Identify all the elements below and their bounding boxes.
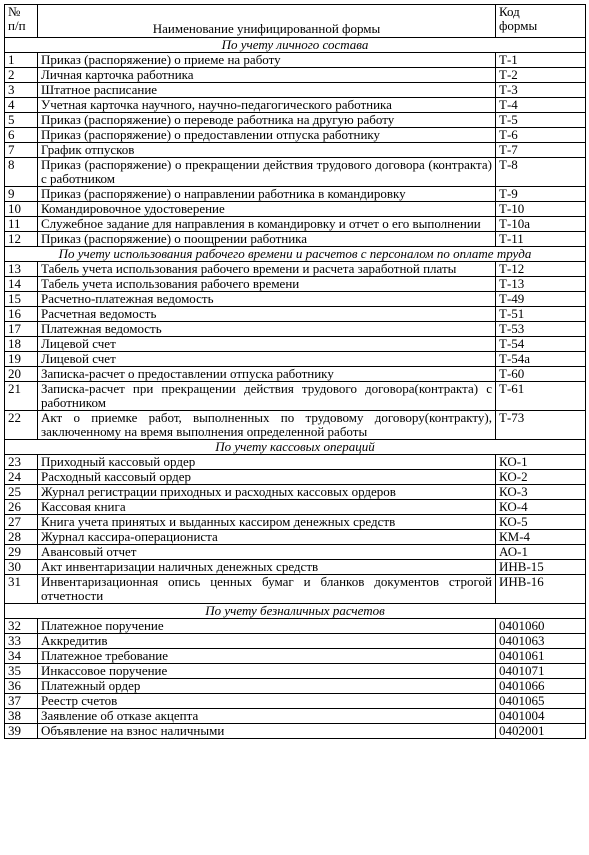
form-code: КО-2 xyxy=(496,470,586,485)
row-number: 13 xyxy=(5,262,38,277)
form-code: Т-4 xyxy=(496,98,586,113)
row-number: 10 xyxy=(5,202,38,217)
header-form-name: Наименование унифицированной формы xyxy=(38,5,496,38)
section-title: По учету безналичных расчетов xyxy=(5,604,586,619)
form-code: ИНВ-15 xyxy=(496,560,586,575)
form-code: Т-49 xyxy=(496,292,586,307)
row-number: 12 xyxy=(5,232,38,247)
row-number: 18 xyxy=(5,337,38,352)
form-code: Т-3 xyxy=(496,83,586,98)
table-body xyxy=(5,38,586,739)
form-name: Платежный ордер xyxy=(38,679,496,694)
form-code: Т-5 xyxy=(496,113,586,128)
table-row xyxy=(5,470,586,485)
form-code: 0401065 xyxy=(496,694,586,709)
form-name: Записка-расчет при прекращении действия трудового договора(контракта) с работником xyxy=(38,382,496,411)
row-number: 5 xyxy=(5,113,38,128)
row-number: 32 xyxy=(5,619,38,634)
table-row xyxy=(5,515,586,530)
header-code-line1: Код xyxy=(499,4,520,19)
row-number: 37 xyxy=(5,694,38,709)
table-row xyxy=(5,322,586,337)
form-name: Приказ (распоряжение) о приеме на работу xyxy=(38,53,496,68)
header-number-line2: п/п xyxy=(8,18,26,33)
row-number: 2 xyxy=(5,68,38,83)
table-row xyxy=(5,187,586,202)
form-code: Т-54 xyxy=(496,337,586,352)
form-code: 0401063 xyxy=(496,634,586,649)
table-row xyxy=(5,530,586,545)
table-row xyxy=(5,128,586,143)
form-code: 0401004 xyxy=(496,709,586,724)
section-title: По учету личного состава xyxy=(5,38,586,53)
table-row xyxy=(5,232,586,247)
table-row xyxy=(5,411,586,440)
row-number: 34 xyxy=(5,649,38,664)
row-number: 3 xyxy=(5,83,38,98)
table-row xyxy=(5,113,586,128)
row-number: 6 xyxy=(5,128,38,143)
row-number: 14 xyxy=(5,277,38,292)
form-name: Платежное поручение xyxy=(38,619,496,634)
form-name: Приказ (распоряжение) о поощрении работника xyxy=(38,232,496,247)
form-code: Т-61 xyxy=(496,382,586,411)
form-code: Т-12 xyxy=(496,262,586,277)
row-number: 26 xyxy=(5,500,38,515)
form-name: Кассовая книга xyxy=(38,500,496,515)
form-code: 0401061 xyxy=(496,649,586,664)
table-row xyxy=(5,679,586,694)
row-number: 20 xyxy=(5,367,38,382)
form-code: Т-54а xyxy=(496,352,586,367)
form-code: Т-2 xyxy=(496,68,586,83)
form-code: КО-5 xyxy=(496,515,586,530)
form-name: Приказ (распоряжение) о направлении работника в командировку xyxy=(38,187,496,202)
form-name: Реестр счетов xyxy=(38,694,496,709)
form-name: Расчетно-платежная ведомость xyxy=(38,292,496,307)
form-code: КО-1 xyxy=(496,455,586,470)
row-number: 19 xyxy=(5,352,38,367)
form-code: ИНВ-16 xyxy=(496,575,586,604)
table-row xyxy=(5,292,586,307)
section-row xyxy=(5,440,586,455)
row-number: 39 xyxy=(5,724,38,739)
form-code: Т-51 xyxy=(496,307,586,322)
form-name: Расчетная ведомость xyxy=(38,307,496,322)
form-name: Авансовый отчет xyxy=(38,545,496,560)
form-name: Акт о приемке работ, выполненных по трудовому договору(контракту), заключенному на время выполнения определенной работы xyxy=(38,411,496,440)
table-row xyxy=(5,307,586,322)
row-number: 27 xyxy=(5,515,38,530)
row-number: 15 xyxy=(5,292,38,307)
table-row xyxy=(5,262,586,277)
header-code-line2: формы xyxy=(499,18,538,33)
section-row xyxy=(5,247,586,262)
section-title: По учету использования рабочего времени и расчетов с персоналом по оплате труда xyxy=(5,247,586,262)
row-number: 33 xyxy=(5,634,38,649)
table-row xyxy=(5,724,586,739)
form-name: Записка-расчет о предоставлении отпуска работнику xyxy=(38,367,496,382)
section-row xyxy=(5,38,586,53)
row-number: 21 xyxy=(5,382,38,411)
table-row xyxy=(5,382,586,411)
form-name: Книга учета принятых и выданных кассиром денежных средств xyxy=(38,515,496,530)
form-code: АО-1 xyxy=(496,545,586,560)
table-row xyxy=(5,575,586,604)
form-name: Инвентаризационная опись ценных бумаг и бланков документов строгой отчетности xyxy=(38,575,496,604)
row-number: 22 xyxy=(5,411,38,440)
row-number: 17 xyxy=(5,322,38,337)
section-title: По учету кассовых операций xyxy=(5,440,586,455)
form-name: Приказ (распоряжение) о прекращении действия трудового договора (контракта) с работником xyxy=(38,158,496,187)
form-code: КО-3 xyxy=(496,485,586,500)
table-row xyxy=(5,619,586,634)
table-row xyxy=(5,500,586,515)
table-row xyxy=(5,560,586,575)
form-name: Личная карточка работника xyxy=(38,68,496,83)
form-name: Лицевой счет xyxy=(38,337,496,352)
row-number: 1 xyxy=(5,53,38,68)
row-number: 28 xyxy=(5,530,38,545)
forms-document xyxy=(4,4,586,739)
form-name: Приказ (распоряжение) о предоставлении отпуска работнику xyxy=(38,128,496,143)
table-row xyxy=(5,68,586,83)
row-number: 36 xyxy=(5,679,38,694)
row-number: 8 xyxy=(5,158,38,187)
table-row xyxy=(5,337,586,352)
form-code: Т-11 xyxy=(496,232,586,247)
form-code: Т-10 xyxy=(496,202,586,217)
form-name: Расходный кассовый ордер xyxy=(38,470,496,485)
form-code: Т-60 xyxy=(496,367,586,382)
form-code: КМ-4 xyxy=(496,530,586,545)
table-row xyxy=(5,664,586,679)
table-row xyxy=(5,53,586,68)
form-code: Т-6 xyxy=(496,128,586,143)
section-row xyxy=(5,604,586,619)
row-number: 16 xyxy=(5,307,38,322)
row-number: 4 xyxy=(5,98,38,113)
header-form-code xyxy=(496,5,586,38)
table-row xyxy=(5,455,586,470)
form-name: Платежная ведомость xyxy=(38,322,496,337)
table-row xyxy=(5,709,586,724)
form-name: Объявление на взнос наличными xyxy=(38,724,496,739)
form-name: Приходный кассовый ордер xyxy=(38,455,496,470)
form-name: Штатное расписание xyxy=(38,83,496,98)
form-name: Учетная карточка научного, научно-педагогического работника xyxy=(38,98,496,113)
header-number-line1: № xyxy=(8,4,21,19)
table-row xyxy=(5,634,586,649)
row-number: 9 xyxy=(5,187,38,202)
table-row xyxy=(5,694,586,709)
form-code: Т-53 xyxy=(496,322,586,337)
form-code: Т-8 xyxy=(496,158,586,187)
row-number: 38 xyxy=(5,709,38,724)
form-name: Табель учета использования рабочего времени xyxy=(38,277,496,292)
table-row xyxy=(5,545,586,560)
row-number: 23 xyxy=(5,455,38,470)
table-row xyxy=(5,98,586,113)
form-code: КО-4 xyxy=(496,500,586,515)
form-name: Аккредитив xyxy=(38,634,496,649)
form-name: Командировочное удостоверение xyxy=(38,202,496,217)
table-row xyxy=(5,143,586,158)
table-row xyxy=(5,83,586,98)
form-code: 0401060 xyxy=(496,619,586,634)
form-name: Табель учета использования рабочего времени и расчета заработной платы xyxy=(38,262,496,277)
form-name: Заявление об отказе акцепта xyxy=(38,709,496,724)
form-name: Журнал кассира-операциониста xyxy=(38,530,496,545)
form-code: 0401071 xyxy=(496,664,586,679)
form-code: Т-9 xyxy=(496,187,586,202)
table-row xyxy=(5,352,586,367)
table-row xyxy=(5,158,586,187)
row-number: 31 xyxy=(5,575,38,604)
row-number: 29 xyxy=(5,545,38,560)
form-code: 0402001 xyxy=(496,724,586,739)
unified-forms-table xyxy=(4,4,586,739)
row-number: 35 xyxy=(5,664,38,679)
form-name: Журнал регистрации приходных и расходных кассовых ордеров xyxy=(38,485,496,500)
form-code: Т-7 xyxy=(496,143,586,158)
form-name: Лицевой счет xyxy=(38,352,496,367)
form-name: Инкассовое поручение xyxy=(38,664,496,679)
form-name: Платежное требование xyxy=(38,649,496,664)
row-number: 25 xyxy=(5,485,38,500)
form-name: Акт инвентаризации наличных денежных средств xyxy=(38,560,496,575)
form-name: Служебное задание для направления в командировку и отчет о его выполнении xyxy=(38,217,496,232)
table-row xyxy=(5,202,586,217)
table-row xyxy=(5,217,586,232)
table-row xyxy=(5,277,586,292)
form-code: Т-10а xyxy=(496,217,586,232)
form-code: Т-13 xyxy=(496,277,586,292)
form-name: График отпусков xyxy=(38,143,496,158)
form-code: Т-1 xyxy=(496,53,586,68)
form-name: Приказ (распоряжение) о переводе работника на другую работу xyxy=(38,113,496,128)
table-row xyxy=(5,367,586,382)
table-row xyxy=(5,649,586,664)
form-code: 0401066 xyxy=(496,679,586,694)
row-number: 11 xyxy=(5,217,38,232)
header-row xyxy=(5,5,586,38)
header-number xyxy=(5,5,38,38)
table-row xyxy=(5,485,586,500)
row-number: 30 xyxy=(5,560,38,575)
row-number: 24 xyxy=(5,470,38,485)
form-code: Т-73 xyxy=(496,411,586,440)
row-number: 7 xyxy=(5,143,38,158)
